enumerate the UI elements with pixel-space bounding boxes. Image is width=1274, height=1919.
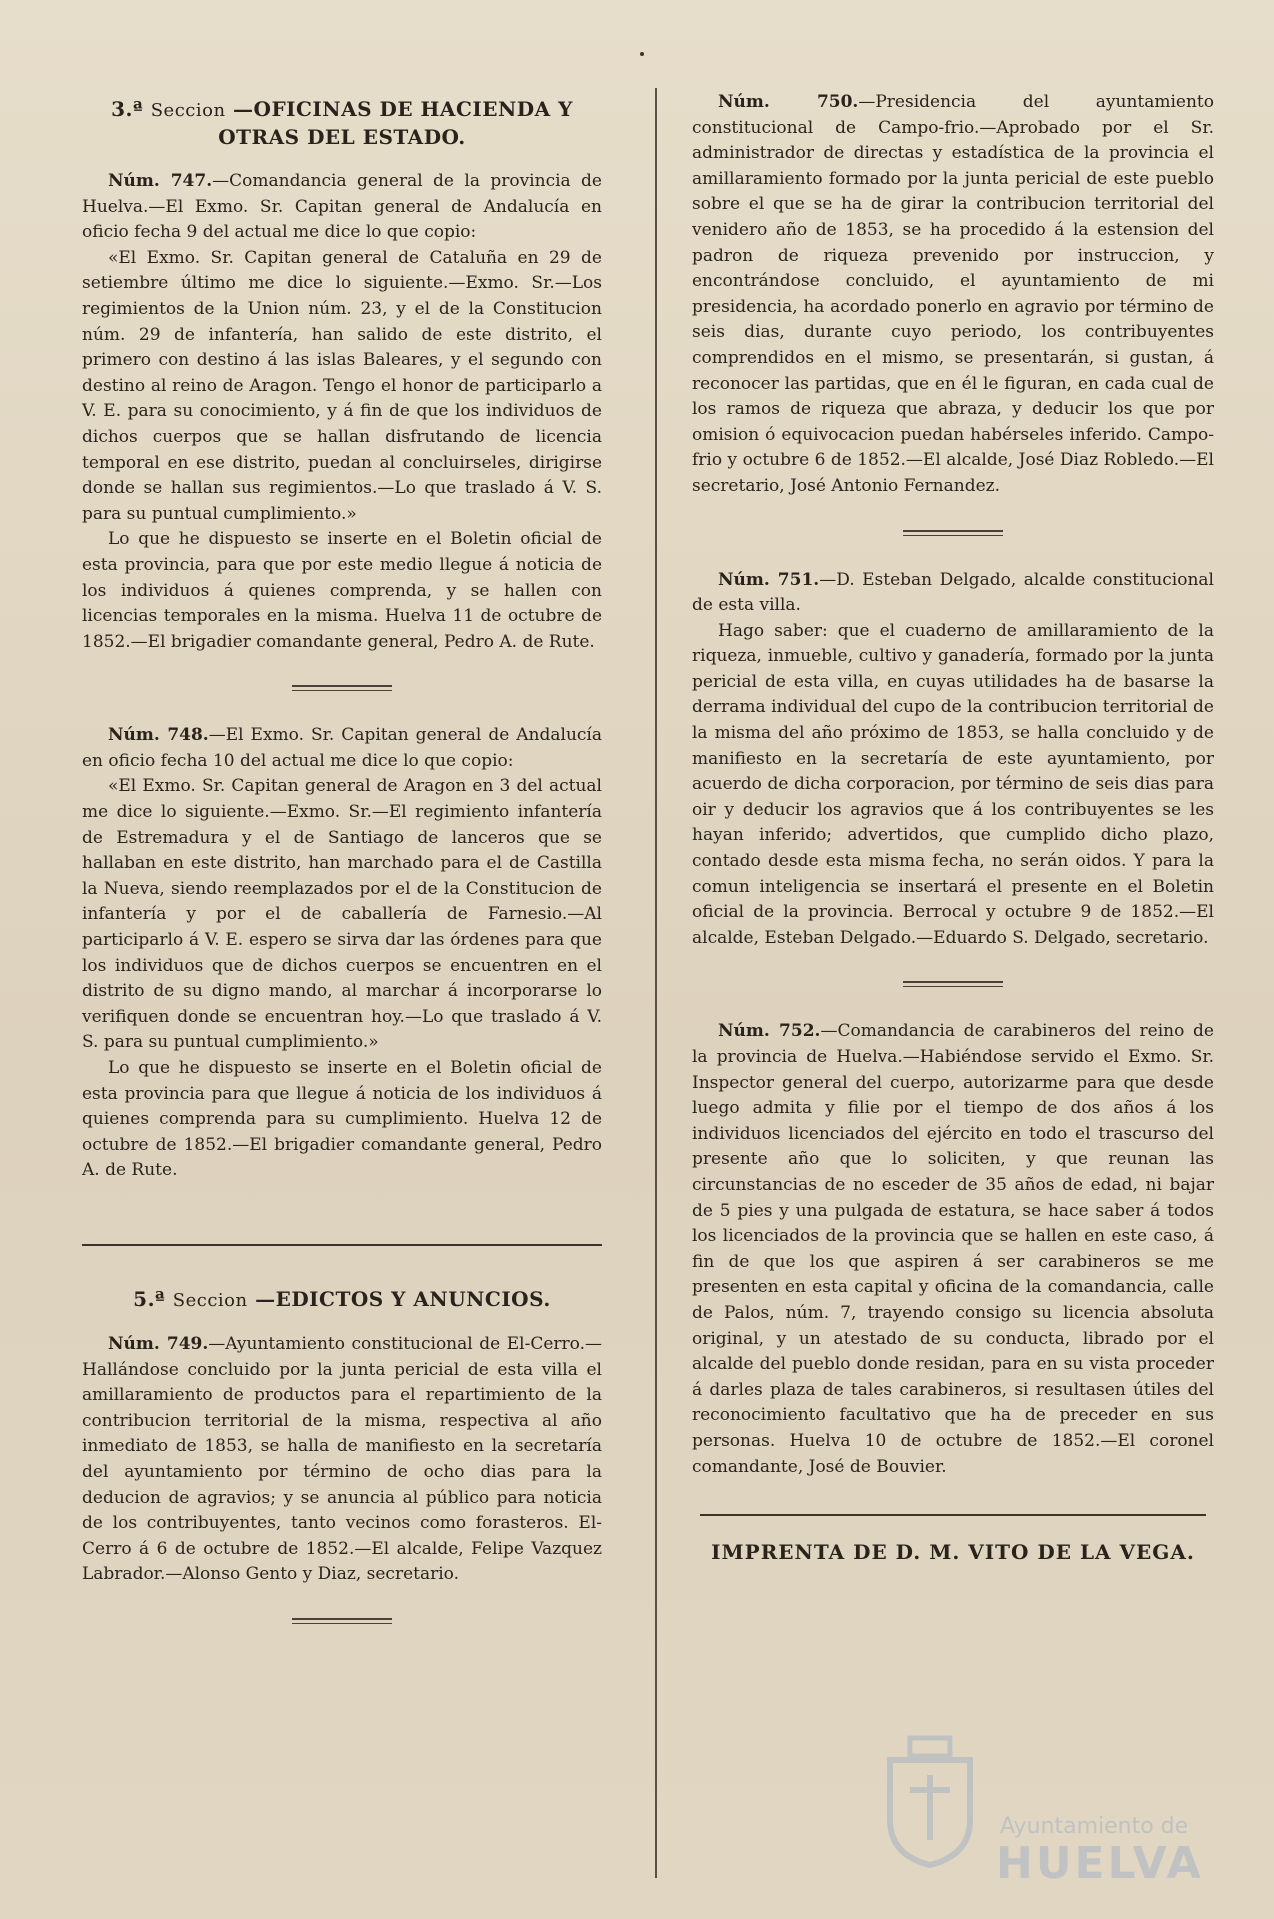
entry-752-number: Núm. 752.: [718, 1021, 821, 1042]
watermark-line-1: Ayuntamiento de: [1000, 1814, 1189, 1839]
entry-749-body: [82, 1332, 602, 1588]
entry-748-text: —El Exmo. Sr. Capitan general de Andalucía en oficio fecha 10 del actual me dice lo que copio:: [82, 725, 602, 771]
entry-750-body: [692, 90, 1214, 500]
entry-separator: [903, 530, 1003, 536]
section-5-label: Seccion: [172, 1289, 248, 1311]
column-divider: [655, 88, 657, 1878]
entry-749-number: Núm. 749.: [108, 1333, 209, 1354]
entry-748-number: Núm. 748.: [108, 725, 209, 746]
section-rule: [82, 1244, 602, 1246]
entry-748-quote: «El Exmo. Sr. Capitan general de Aragon en 3 del actual me dice lo siguiente.—Exmo. Sr.—El regimiento infantería de Estremadura y el de Santiago de lanceros que se hallaban en este distrito, han marchado para el de Castilla la Nueva, siendo reemplazados por el de la Constitucion de infantería y por el de caballería de Farnesio.—Al participarlo á V. E. espero se sirva dar las órdenes para que los individuos que de dichos cuerpos se encuentren en el distrito de su digno mando, al marchar á incorporarse lo verifiquen donde se encuentran hoy.—Lo que traslado á V. S. para su puntual cumplimiento.»: [82, 776, 602, 1053]
section-5-number: 5.ª: [133, 1286, 166, 1311]
entry-747-closing: Lo que he dispuesto se inserte en el Boletin oficial de esta provincia, para que por este medio llegue á noticia de los individuos á quienes comprenda, y se hallen con licencias temporales en la misma. Huelva 11 de octubre de 1852.—El brigadier comandante general, Pedro A. de Rute.: [82, 529, 602, 652]
coat-of-arms-icon: [870, 1730, 990, 1870]
entry-748-intro: [82, 723, 602, 774]
entry-748: [82, 723, 602, 1184]
entry-747: [82, 169, 602, 655]
entry-separator: [292, 1618, 392, 1624]
entry-751-intro: [692, 568, 1214, 619]
watermark-line-2: HUELVA: [996, 1838, 1204, 1889]
section-3-number: 3.ª: [111, 97, 144, 121]
ink-dot: [640, 52, 644, 56]
entry-751-body: Hago saber: que el cuaderno de amillaramiento de la riqueza, inmueble, cultivo y ganadería, formado por la junta pericial de esta villa, en cuyas utilidades ha de basarse la derrama individual del cupo de la contribucion territorial de la misma del año próximo de 1853, se halla concluido y de manifiesto en la secretaría de este ayuntamiento, por acuerdo de dicha corporacion, por término de seis dias para oir y deducir los agravios que á los contribuyentes se les hayan inferido; advertidos, que cumplido dicho plazo, contado desde esta misma fecha, no serán oidos. Y para la comun inteligencia se insertará el presente en el Boletin oficial de la provincia. Berrocal y octubre 9 de 1852.—El alcalde, Esteban Delgado.—Eduardo S. Delgado, secretario.: [692, 620, 1214, 948]
entry-separator: [292, 685, 392, 691]
imprint-line: IMPRENTA DE D. M. VITO DE LA VEGA.: [711, 1540, 1195, 1565]
entry-749-text: —Ayuntamiento constitucional de El-Cerro.—Hallándose concluido por la junta pericial de esta villa el amillaramiento de productos para el repartimiento de la contribucion territorial de la misma, respectiva al año inmediato de 1853, se halla de manifiesto en la secretaría del ayuntamiento por término de ocho dias para la deducion de agravios; y se anuncia al público para noticia de los contribuyentes, tanto vecinos como forasteros. El-Cerro á 6 de octubre de 1852.—El alcalde, Felipe Vazquez Labrador.—Alonso Gento y Diaz, secretario.: [82, 1333, 602, 1585]
entry-748-closing: Lo que he dispuesto se inserte en el Boletin oficial de esta provincia para que llegue á noticia de los individuos á quienes comprenda para su cumplimiento. Huelva 12 de octubre de 1852.—El brigadier comandante general, Pedro A. de Rute.: [82, 1058, 602, 1181]
entry-749: [82, 1332, 602, 1588]
entry-750-number: Núm. 750.: [718, 92, 859, 112]
entry-747-number: Núm. 747.: [108, 171, 213, 191]
right-column: [692, 90, 1214, 1564]
section-3-label: Seccion: [150, 100, 226, 121]
entry-751-text: —D. Esteban Delgado, alcalde constitucional de esta villa.: [692, 569, 1214, 616]
entry-752-text: —Comandancia de carabineros del reino de la provincia de Huelva.—Habiéndose servido el Exmo. Sr. Inspector general del cuerpo, autorizarme para que desde luego admita y filie por el tiempo de dos años á los individuos licenciados del ejército en todo el trascurso del presente año que lo soliciten, y que reunan las circunstancias de no esceder de 35 años de edad, ni bajar de 5 pies y una pulgada de estatura, se hace saber á todos los licenciados de la provincia que se hallen en este caso, á fin de que los que aspiren á ser carabineros se me presenten en esta capital y oficina de la comandancia, calle de Palos, núm. 7, trayendo consigo su licencia absoluta original, y un atestado de su conducta, librado por el alcalde del pueblo donde residan, para en su vista proceder á darles plaza de tales carabineros, si resultasen útiles del reconocimiento facultativo que ha de preceder en sus personas. Huelva 10 de octubre de 1852.—El coronel comandante, José de Bouvier.: [692, 1021, 1214, 1477]
section-5-title: —EDICTOS Y ANUNCIOS.: [255, 1286, 551, 1311]
entry-750-text: —Presidencia del ayuntamiento constitucional de Campo-frio.—Aprobado por el Sr. administrador de directas y estadística de la provincia el amillaramiento formado por la junta pericial de este pueblo sobre el que se ha de girar la contribucion territorial del venidero año de 1853, se ha procedido á la estension del padron de riqueza prevenido por instruccion, y encontrándose concluido, el ayuntamiento de mi presidencia, ha acordado ponerlo en agravio por término de seis dias, durante cuyo periodo, los contribuyentes comprendidos en el mismo, se presentarán, si gustan, á reconocer las partidas, que en él le figuran, en cada cual de los ramos de riqueza que abraza, y deducir los que por omision ó equivocacion puedan habérseles inferido. Campo-frio y octubre 6 de 1852.—El alcalde, José Diaz Robledo.—El secretario, José Antonio Fernandez.: [692, 92, 1214, 496]
section-3-title: —OFICINAS DE HACIENDA Y OTRAS DEL ESTADO.: [218, 97, 573, 149]
entry-751-number: Núm. 751.: [718, 569, 820, 590]
section-3-heading: [82, 96, 602, 151]
entry-747-intro: [82, 169, 602, 246]
watermark: [870, 1720, 1230, 1900]
entry-752: [692, 1019, 1214, 1480]
entry-751: [692, 568, 1214, 952]
left-column: [82, 90, 602, 1656]
entry-separator: [903, 981, 1003, 987]
section-5-heading: [82, 1286, 602, 1314]
entry-752-body: [692, 1019, 1214, 1480]
entry-747-quote: «El Exmo. Sr. Capitan general de Cataluña en 29 de setiembre último me dice lo siguiente.—Exmo. Sr.—Los regimientos de la Union núm. 23, y el de la Constitucion núm. 29 de infantería, han salido de este distrito, el primero con destino á las islas Baleares, y el segundo con destino al reino de Aragon. Tengo el honor de participarlo a V. E. para su conocimiento, y á fin de que los individuos de dichos cuerpos que se hallan disfrutando de licencia temporal en ese distrito, puedan al concluirseles, dirigirse donde se hallan sus regimientos.—Lo que traslado á V. S. para su puntual cumplimiento.»: [82, 247, 602, 524]
entry-750: [692, 90, 1214, 500]
entry-747-text: —Comandancia general de la provincia de Huelva.—El Exmo. Sr. Capitan general de Andalucía en oficio fecha 9 del actual me dice lo que copio:: [82, 171, 602, 243]
imprint-rule: [700, 1514, 1206, 1516]
